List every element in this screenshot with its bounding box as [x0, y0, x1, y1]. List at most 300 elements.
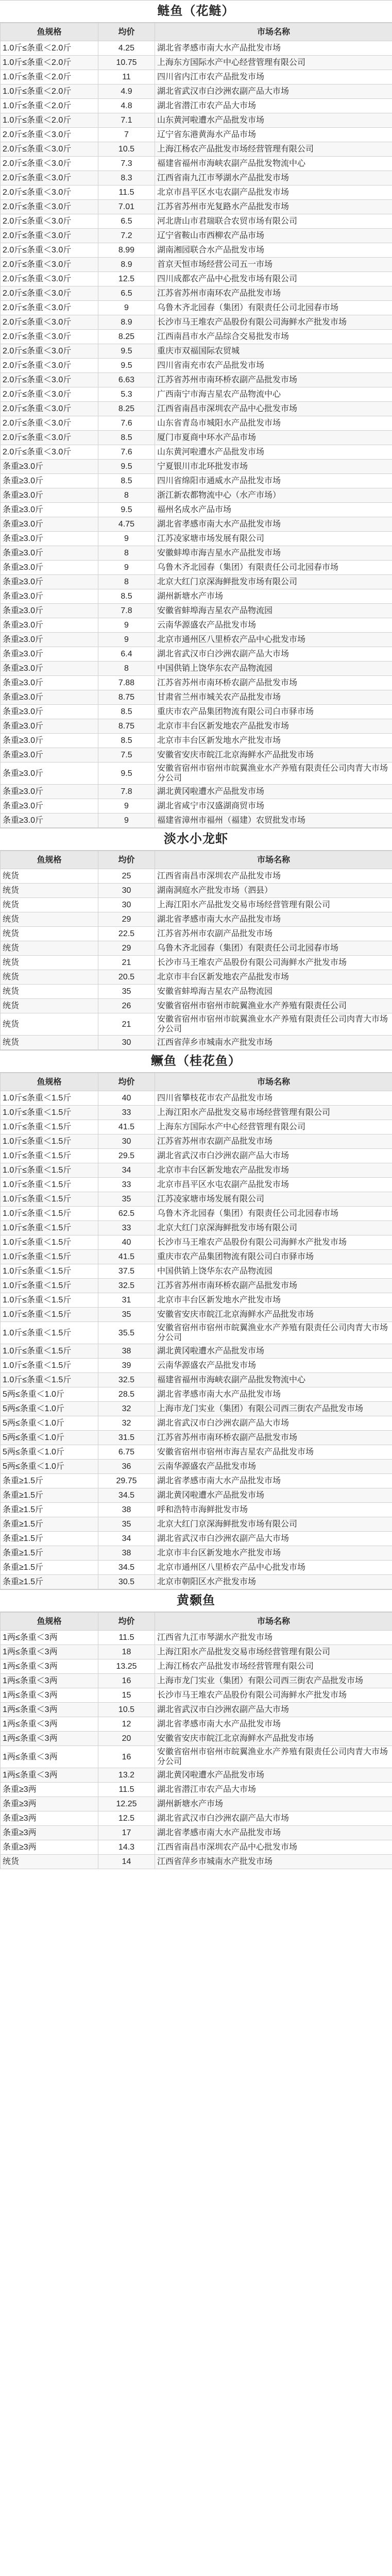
cell-price: 9	[98, 799, 155, 814]
cell-price: 32	[98, 1402, 155, 1416]
cell-spec: 2.0斤≤条重＜3.0斤	[1, 142, 98, 157]
cell-price: 30	[98, 884, 155, 898]
cell-market: 安徽省安庆市皖江北京海鲜水产品批发市场	[155, 1732, 392, 1746]
cell-price: 39	[98, 1359, 155, 1373]
table-row	[1, 1561, 392, 1575]
table-row	[1, 1645, 392, 1659]
table-row	[1, 690, 392, 705]
cell-price: 13.2	[98, 1768, 155, 1783]
cell-market: 江苏凌家塘市场发展有限公司	[155, 1192, 392, 1207]
table-row	[1, 373, 392, 387]
cell-price: 38	[98, 1503, 155, 1517]
cell-spec: 2.0斤≤条重＜3.0斤	[1, 128, 98, 142]
cell-spec: 统货	[1, 869, 98, 884]
table-row	[1, 1840, 392, 1855]
cell-market: 安徽省宿州市宿州市皖翼渔业水产养殖有限责任公司	[155, 999, 392, 1013]
cell-price: 8.5	[98, 734, 155, 748]
cell-spec: 2.0斤≤条重＜3.0斤	[1, 301, 98, 315]
table-header-row	[1, 1073, 392, 1091]
cell-spec: 统货	[1, 1013, 98, 1036]
cell-price: 29	[98, 912, 155, 927]
table-row	[1, 41, 392, 56]
table-row	[1, 315, 392, 330]
cell-price: 12.25	[98, 1797, 155, 1811]
table-row	[1, 1178, 392, 1192]
table-row	[1, 344, 392, 359]
cell-market: 呼和浩特市海鲜批发市场	[155, 1503, 392, 1517]
cell-market: 北京市丰台区新发地农产品批发市场	[155, 719, 392, 734]
cell-price: 8.5	[98, 474, 155, 488]
table-row	[1, 1445, 392, 1460]
cell-spec: 1.0斤≤条重＜1.5斤	[1, 1149, 98, 1163]
cell-market: 安徽省蚌埠海吉星农产品物流园	[155, 604, 392, 618]
table-row	[1, 561, 392, 575]
table-row	[1, 301, 392, 315]
cell-spec: 1.0斤≤条重＜2.0斤	[1, 70, 98, 84]
cell-spec: 2.0斤≤条重＜3.0斤	[1, 157, 98, 171]
cell-spec: 1.0斤≤条重＜1.5斤	[1, 1293, 98, 1308]
cell-market: 安徽省安庆市皖江北京海鲜水产品批发市场	[155, 748, 392, 762]
table-row	[1, 814, 392, 828]
cell-market: 湖北省孝感市南大水产品批发市场	[155, 517, 392, 532]
table-row	[1, 869, 392, 884]
cell-price: 8	[98, 546, 155, 561]
cell-spec: 1.0斤≤条重＜1.5斤	[1, 1279, 98, 1293]
cell-spec: 2.0斤≤条重＜3.0斤	[1, 214, 98, 229]
cell-spec: 统货	[1, 912, 98, 927]
cell-price: 11.5	[98, 185, 155, 200]
table-row	[1, 1250, 392, 1264]
cell-spec: 条重≥3.0斤	[1, 647, 98, 662]
cell-spec: 1.0斤≤条重＜1.5斤	[1, 1207, 98, 1221]
cell-spec: 1.0斤≤条重＜1.5斤	[1, 1235, 98, 1250]
cell-price: 12	[98, 1717, 155, 1732]
cell-market: 上海市龙门实业（集团）有限公司西三街农产品批发市场	[155, 1402, 392, 1416]
cell-spec: 2.0斤≤条重＜3.0斤	[1, 272, 98, 286]
cell-market: 湖北省武汉市白沙洲农副产品大市场	[155, 1149, 392, 1163]
cell-price: 40	[98, 1235, 155, 1250]
table-row	[1, 985, 392, 999]
cell-market: 上海江阳水产品批发交易市场经营管理有限公司	[155, 1645, 392, 1659]
cell-market: 上海江杨农产品批发市场经营管理有限公司	[155, 142, 392, 157]
table-row	[1, 128, 392, 142]
table-row	[1, 633, 392, 647]
cell-spec: 5两≤条重＜1.0斤	[1, 1460, 98, 1474]
cell-spec: 条重≥3.0斤	[1, 546, 98, 561]
table-row	[1, 662, 392, 676]
cell-spec: 条重≥3.0斤	[1, 799, 98, 814]
cell-market: 湖北省孝感市南大水产品批发市场	[155, 41, 392, 56]
cell-price: 41.5	[98, 1250, 155, 1264]
cell-price: 14.3	[98, 1840, 155, 1855]
header-price: 均价	[98, 1613, 155, 1631]
cell-spec: 2.0斤≤条重＜3.0斤	[1, 373, 98, 387]
table-row	[1, 1192, 392, 1207]
cell-spec: 条重≥3.0斤	[1, 734, 98, 748]
table-row	[1, 56, 392, 70]
table-row	[1, 157, 392, 171]
cell-market: 厦门市夏商中环水产品市场	[155, 431, 392, 445]
cell-price: 6.63	[98, 373, 155, 387]
cell-market: 福建省福州市海峡农副产品批发物流中心	[155, 1373, 392, 1387]
cell-market: 湖北黄冈啦遭水产品批发市场	[155, 1344, 392, 1359]
cell-spec: 条重≥3两	[1, 1783, 98, 1797]
cell-price: 11	[98, 70, 155, 84]
cell-market: 北京市丰台区新发地水产批发市场	[155, 1293, 392, 1308]
cell-spec: 2.0斤≤条重＜3.0斤	[1, 258, 98, 272]
cell-market: 湖南洞庭水产批发市场（泗县）	[155, 884, 392, 898]
fish-section	[0, 0, 392, 828]
cell-market: 福州名成水产品市场	[155, 503, 392, 517]
cell-market: 重庆市农产品集团物流有限公司白市驿市场	[155, 1250, 392, 1264]
cell-spec: 条重≥3.0斤	[1, 575, 98, 589]
cell-spec: 2.0斤≤条重＜3.0斤	[1, 330, 98, 344]
cell-price: 9.5	[98, 344, 155, 359]
cell-spec: 条重≥3.0斤	[1, 662, 98, 676]
cell-spec: 5两≤条重＜1.0斤	[1, 1431, 98, 1445]
table-row	[1, 956, 392, 970]
fish-section	[0, 1050, 392, 1589]
cell-spec: 条重≥3.0斤	[1, 488, 98, 503]
cell-market: 云南华源盛农产品批发市场	[155, 1359, 392, 1373]
cell-price: 33	[98, 1178, 155, 1192]
cell-spec: 2.0斤≤条重＜3.0斤	[1, 344, 98, 359]
cell-spec: 条重≥3.0斤	[1, 532, 98, 546]
cell-spec: 2.0斤≤条重＜3.0斤	[1, 243, 98, 258]
price-table	[0, 23, 392, 828]
cell-price: 8.25	[98, 402, 155, 416]
table-row	[1, 1264, 392, 1279]
cell-market: 北京市通州区八里桥农产品中心批发市场	[155, 1561, 392, 1575]
table-row	[1, 1517, 392, 1532]
table-row	[1, 1532, 392, 1546]
cell-price: 29.75	[98, 1474, 155, 1488]
cell-market: 云南华源盛农产品批发市场	[155, 1460, 392, 1474]
table-row	[1, 762, 392, 785]
table-row	[1, 1293, 392, 1308]
cell-price: 9.5	[98, 762, 155, 785]
table-row	[1, 1768, 392, 1783]
cell-market: 安徽省宿州市宿州市皖翼渔业水产养殖有限责任公司肉青大市场分公司	[155, 1013, 392, 1036]
cell-market: 江西省南昌市深圳农产品中心批发市场	[155, 1840, 392, 1855]
cell-market: 福建省漳州市福州（福建）农贸批发市场	[155, 814, 392, 828]
cell-market: 上海江杨农产品批发市场经营管理有限公司	[155, 1659, 392, 1674]
cell-market: 北京市朝阳区水产批发市场	[155, 1575, 392, 1589]
cell-market: 湖州新塘水产市场	[155, 589, 392, 604]
cell-market: 江苏省苏州市南环桥农副产品批发市场	[155, 676, 392, 690]
cell-price: 30	[98, 1134, 155, 1149]
fish-section	[0, 1589, 392, 1869]
cell-spec: 条重≥1.5斤	[1, 1488, 98, 1503]
cell-price: 9	[98, 561, 155, 575]
table-row	[1, 99, 392, 113]
cell-price: 31.5	[98, 1431, 155, 1445]
header-spec: 鱼规格	[1, 23, 98, 41]
cell-spec: 条重≥3.0斤	[1, 762, 98, 785]
table-row	[1, 1746, 392, 1768]
cell-spec: 统货	[1, 927, 98, 941]
cell-market: 乌鲁木齐北园春（集团）有限责任公司北园春市场	[155, 301, 392, 315]
cell-market: 湖北省孝感市南大水产品批发市场	[155, 1474, 392, 1488]
cell-spec: 条重≥3.0斤	[1, 503, 98, 517]
table-row	[1, 676, 392, 690]
cell-market: 湖州新塘水产市场	[155, 1797, 392, 1811]
table-row	[1, 1783, 392, 1797]
table-row	[1, 1503, 392, 1517]
table-row	[1, 1013, 392, 1036]
cell-spec: 条重≥3.0斤	[1, 814, 98, 828]
cell-market: 江苏省苏州市光复路水产品批发市场	[155, 200, 392, 214]
cell-price: 22.5	[98, 927, 155, 941]
table-row	[1, 517, 392, 532]
cell-spec: 1两≤条重＜3两	[1, 1674, 98, 1688]
cell-market: 北京大红门京深海鲜批发市场有限公司	[155, 1221, 392, 1235]
cell-market: 四川省南充市农产品批发市场	[155, 359, 392, 373]
header-spec: 鱼规格	[1, 851, 98, 869]
table-row	[1, 1659, 392, 1674]
header-market: 市场名称	[155, 851, 392, 869]
cell-price: 28.5	[98, 1387, 155, 1402]
cell-price: 15	[98, 1688, 155, 1703]
cell-price: 41.5	[98, 1120, 155, 1134]
cell-price: 29	[98, 941, 155, 956]
table-row	[1, 1488, 392, 1503]
cell-spec: 1.0斤≤条重＜2.0斤	[1, 56, 98, 70]
cell-market: 安徽蚌埠市海吉星水产品批发市场	[155, 546, 392, 561]
table-row	[1, 1235, 392, 1250]
cell-market: 乌鲁木齐北园春（集团）有限责任公司北园春市场	[155, 941, 392, 956]
cell-spec: 1两≤条重＜3两	[1, 1746, 98, 1768]
cell-spec: 1.0斤≤条重＜2.0斤	[1, 113, 98, 128]
table-row	[1, 1279, 392, 1293]
table-row	[1, 1811, 392, 1826]
cell-spec: 1.0斤≤条重＜2.0斤	[1, 41, 98, 56]
table-row	[1, 1373, 392, 1387]
cell-market: 湖北省武汉市白沙洲农副产品大市场	[155, 1416, 392, 1431]
cell-market: 重庆市农产品集团物流有限公司白市驿市场	[155, 705, 392, 719]
cell-market: 湖北省武汉市白沙洲农副产品大市场	[155, 1811, 392, 1826]
cell-price: 7.6	[98, 416, 155, 431]
cell-price: 9.5	[98, 503, 155, 517]
cell-spec: 2.0斤≤条重＜3.0斤	[1, 402, 98, 416]
cell-market: 山东黄河啦遭水产品批发市场	[155, 113, 392, 128]
cell-price: 18	[98, 1645, 155, 1659]
cell-price: 9.5	[98, 460, 155, 474]
cell-price: 8.75	[98, 719, 155, 734]
table-row	[1, 1416, 392, 1431]
table-row	[1, 1717, 392, 1732]
cell-spec: 统货	[1, 1855, 98, 1869]
table-row	[1, 1149, 392, 1163]
cell-market: 湖北省武汉市白沙洲农副产品大市场	[155, 647, 392, 662]
cell-price: 4.25	[98, 41, 155, 56]
cell-spec: 1.0斤≤条重＜2.0斤	[1, 84, 98, 99]
table-row	[1, 272, 392, 286]
cell-price: 7.2	[98, 229, 155, 243]
table-row	[1, 460, 392, 474]
cell-market: 江苏省苏州市农副产品批发市场	[155, 1134, 392, 1149]
section-title: 鲢鱼（花鲢）	[0, 0, 392, 23]
cell-spec: 条重≥3.0斤	[1, 460, 98, 474]
cell-market: 上海市龙门实业（集团）有限公司西三街农产品批发市场	[155, 1674, 392, 1688]
cell-price: 8.3	[98, 171, 155, 185]
header-spec: 鱼规格	[1, 1073, 98, 1091]
cell-spec: 条重≥3.0斤	[1, 785, 98, 799]
cell-spec: 2.0斤≤条重＜3.0斤	[1, 185, 98, 200]
cell-price: 38	[98, 1546, 155, 1561]
cell-spec: 1.0斤≤条重＜1.5斤	[1, 1163, 98, 1178]
table-row	[1, 589, 392, 604]
cell-spec: 条重≥3.0斤	[1, 517, 98, 532]
cell-market: 湖北省武汉市白沙洲农副产品大市场	[155, 1703, 392, 1717]
cell-spec: 条重≥3两	[1, 1826, 98, 1840]
cell-price: 8.25	[98, 330, 155, 344]
table-row	[1, 1460, 392, 1474]
cell-spec: 5两≤条重＜1.0斤	[1, 1416, 98, 1431]
cell-market: 江苏省苏州市南环桥农副产品批发市场	[155, 373, 392, 387]
cell-price: 9	[98, 814, 155, 828]
table-row	[1, 1631, 392, 1645]
table-row	[1, 416, 392, 431]
cell-price: 8	[98, 662, 155, 676]
cell-spec: 5两≤条重＜1.0斤	[1, 1387, 98, 1402]
table-row	[1, 142, 392, 157]
table-row	[1, 214, 392, 229]
cell-price: 38	[98, 1344, 155, 1359]
table-row	[1, 1308, 392, 1322]
cell-price: 35	[98, 1517, 155, 1532]
header-price: 均价	[98, 1073, 155, 1091]
cell-market: 重庆市双福国际农贸城	[155, 344, 392, 359]
cell-market: 上海东方国际水产中心经营管理有限公司	[155, 56, 392, 70]
cell-spec: 统货	[1, 884, 98, 898]
cell-price: 7.88	[98, 676, 155, 690]
cell-spec: 条重≥1.5斤	[1, 1561, 98, 1575]
cell-price: 34.5	[98, 1561, 155, 1575]
cell-price: 9	[98, 633, 155, 647]
cell-spec: 1两≤条重＜3两	[1, 1659, 98, 1674]
cell-market: 安徽省安庆市皖江北京海鲜水产品批发市场	[155, 1308, 392, 1322]
table-row	[1, 1322, 392, 1344]
cell-spec: 条重≥3.0斤	[1, 748, 98, 762]
cell-price: 33	[98, 1106, 155, 1120]
cell-spec: 统货	[1, 985, 98, 999]
table-row	[1, 243, 392, 258]
table-row	[1, 719, 392, 734]
cell-spec: 1两≤条重＜3两	[1, 1717, 98, 1732]
cell-market: 江苏省苏州市南环农产品批发市场	[155, 286, 392, 301]
cell-market: 江西南昌市水产品综合交易批发市场	[155, 330, 392, 344]
cell-price: 34	[98, 1163, 155, 1178]
cell-price: 25	[98, 869, 155, 884]
cell-spec: 条重≥1.5斤	[1, 1575, 98, 1589]
cell-market: 湖北省潜江市农产品大市场	[155, 1783, 392, 1797]
cell-market: 乌鲁木齐北园春（集团）有限责任公司北园春市场	[155, 1207, 392, 1221]
cell-price: 7.01	[98, 200, 155, 214]
cell-market: 湖北省孝感市南大水产品批发市场	[155, 1826, 392, 1840]
cell-spec: 条重≥3.0斤	[1, 705, 98, 719]
table-row	[1, 1091, 392, 1106]
cell-spec: 1.0斤≤条重＜1.5斤	[1, 1134, 98, 1149]
cell-market: 安徽省蚌埠海吉星农产品物流园	[155, 985, 392, 999]
cell-price: 5.3	[98, 387, 155, 402]
cell-market: 北京市丰台区新发地水产批发市场	[155, 1546, 392, 1561]
table-row	[1, 941, 392, 956]
cell-spec: 1.0斤≤条重＜1.5斤	[1, 1106, 98, 1120]
price-table	[0, 1612, 392, 1869]
cell-spec: 1.0斤≤条重＜1.5斤	[1, 1192, 98, 1207]
cell-spec: 2.0斤≤条重＜3.0斤	[1, 359, 98, 373]
cell-spec: 1.0斤≤条重＜1.5斤	[1, 1221, 98, 1235]
cell-spec: 统货	[1, 956, 98, 970]
cell-spec: 条重≥3.0斤	[1, 604, 98, 618]
cell-market: 湖北省孝感市南大水产品批发市场	[155, 1387, 392, 1402]
cell-market: 湖北省武汉市白沙洲农副产品大市场	[155, 84, 392, 99]
cell-spec: 1两≤条重＜3两	[1, 1732, 98, 1746]
table-row	[1, 898, 392, 912]
cell-market: 广西南宁市海吉星农产品物流中心	[155, 387, 392, 402]
cell-spec: 1.0斤≤条重＜1.5斤	[1, 1344, 98, 1359]
cell-spec: 2.0斤≤条重＜3.0斤	[1, 200, 98, 214]
table-row	[1, 1703, 392, 1717]
cell-spec: 统货	[1, 1036, 98, 1050]
cell-spec: 条重≥1.5斤	[1, 1474, 98, 1488]
section-title: 淡水小龙虾	[0, 828, 392, 851]
cell-spec: 2.0斤≤条重＜3.0斤	[1, 171, 98, 185]
cell-spec: 条重≥3.0斤	[1, 690, 98, 705]
cell-spec: 1两≤条重＜3两	[1, 1688, 98, 1703]
table-row	[1, 1674, 392, 1688]
header-price: 均价	[98, 23, 155, 41]
cell-spec: 条重≥1.5斤	[1, 1517, 98, 1532]
cell-price: 14	[98, 1855, 155, 1869]
cell-market: 四川省绵阳市通威水产品批发市场	[155, 474, 392, 488]
table-header-row	[1, 23, 392, 41]
cell-price: 4.75	[98, 517, 155, 532]
cell-market: 北京市通州区八里桥农产品中心批发市场	[155, 633, 392, 647]
table-row	[1, 970, 392, 985]
table-row	[1, 200, 392, 214]
table-row	[1, 1732, 392, 1746]
cell-price: 7	[98, 128, 155, 142]
cell-market: 首京天恒市场经营公司五一市场	[155, 258, 392, 272]
cell-market: 安徽省宿州市宿州市皖翼渔业水产养殖有限责任公司肉青大市场分公司	[155, 1746, 392, 1768]
cell-price: 10.5	[98, 1703, 155, 1717]
cell-price: 7.5	[98, 748, 155, 762]
cell-price: 30	[98, 1036, 155, 1050]
cell-price: 6.75	[98, 1445, 155, 1460]
cell-price: 21	[98, 1013, 155, 1036]
cell-price: 8.99	[98, 243, 155, 258]
cell-spec: 1.0斤≤条重＜1.5斤	[1, 1373, 98, 1387]
table-row	[1, 884, 392, 898]
table-row	[1, 1546, 392, 1561]
cell-market: 湖北省咸宁市汉盛湖商贸市场	[155, 799, 392, 814]
cell-spec: 2.0斤≤条重＜3.0斤	[1, 431, 98, 445]
cell-price: 8.9	[98, 315, 155, 330]
cell-price: 36	[98, 1460, 155, 1474]
cell-market: 江西省萍乡市城南水产批发市场	[155, 1855, 392, 1869]
table-row	[1, 999, 392, 1013]
cell-price: 6.4	[98, 647, 155, 662]
cell-market: 江西省南昌市深圳农产品批发市场	[155, 869, 392, 884]
cell-market: 湖北黄冈啦遭水产品批发市场	[155, 1488, 392, 1503]
table-row	[1, 575, 392, 589]
cell-market: 北京市丰台区新发地水产批发市场	[155, 734, 392, 748]
cell-market: 四川省内江市农产品批发市场	[155, 70, 392, 84]
table-row	[1, 474, 392, 488]
cell-spec: 条重≥3两	[1, 1840, 98, 1855]
